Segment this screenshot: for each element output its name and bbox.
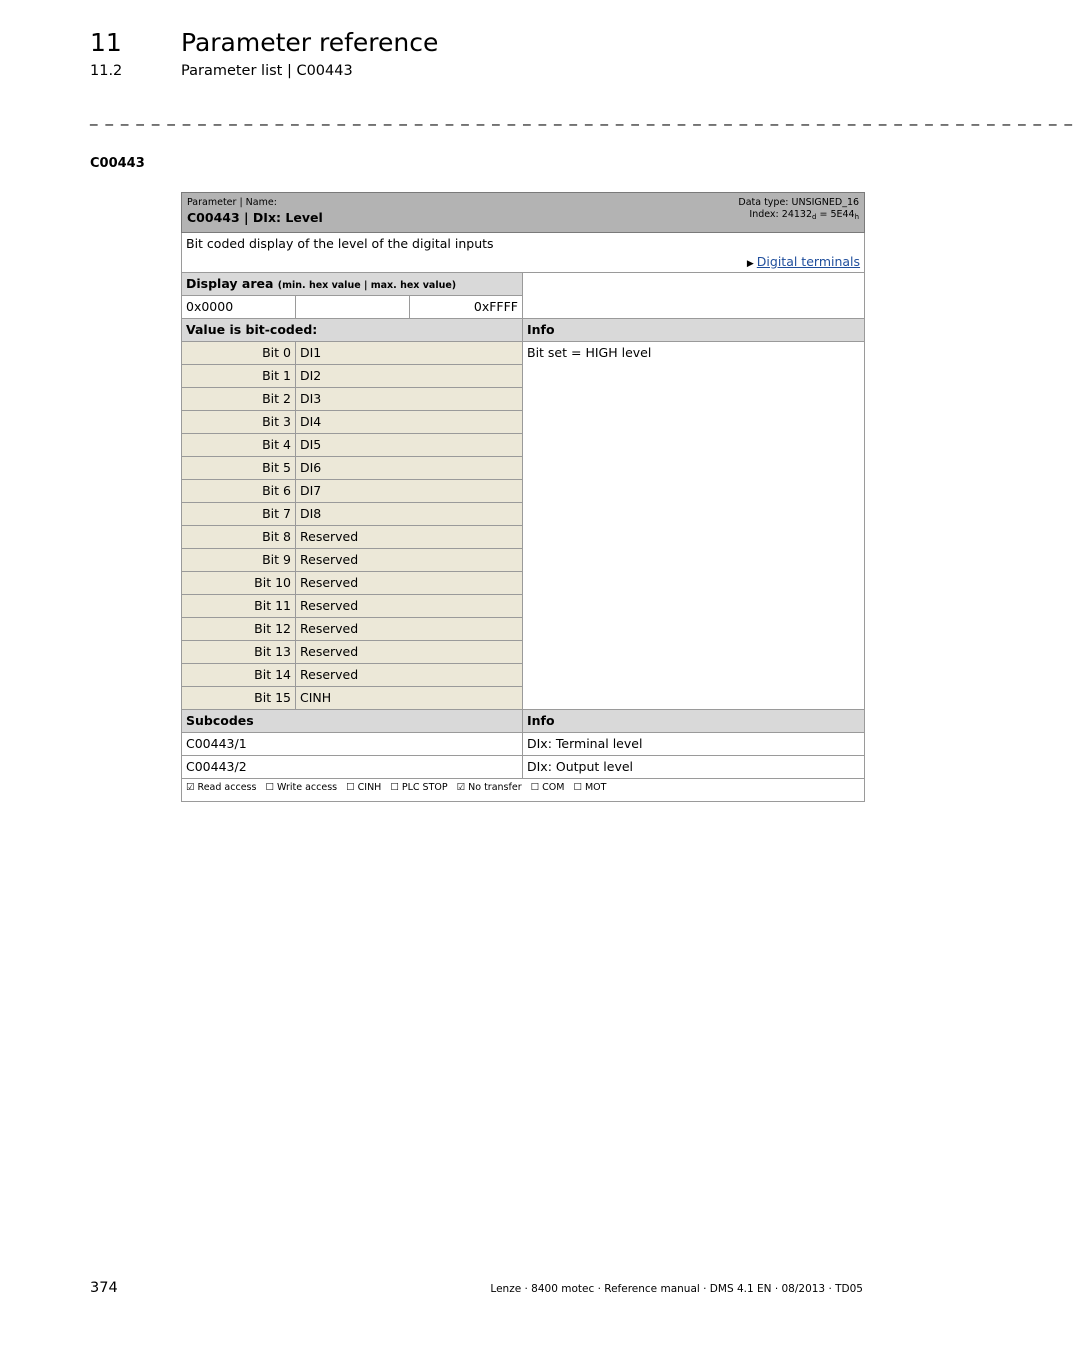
bit-number: Bit 15	[182, 687, 296, 710]
bit-number: Bit 10	[182, 572, 296, 595]
bit-number: Bit 12	[182, 618, 296, 641]
attr-plc-stop: ☐ PLC STOP	[390, 782, 448, 793]
bit-value: DI6	[296, 457, 523, 480]
attributes-row	[182, 779, 865, 802]
bit-number: Bit 11	[182, 595, 296, 618]
bit-number: Bit 6	[182, 480, 296, 503]
info-label: Info	[523, 319, 865, 342]
bit-number: Bit 13	[182, 641, 296, 664]
attr-cinh: ☐ CINH	[346, 782, 382, 793]
index-middle: = 5E44	[816, 209, 855, 220]
bitcoded-label: Value is bit-coded:	[182, 319, 523, 342]
bit-number: Bit 2	[182, 388, 296, 411]
table-header-cell	[182, 193, 865, 233]
bit-value: Reserved	[296, 549, 523, 572]
attributes-cell	[182, 779, 865, 802]
subcodes-info-label: Info	[523, 710, 865, 733]
index-sub-d: d	[812, 213, 817, 221]
subcode-code: C00443/1	[182, 733, 523, 756]
link-row	[186, 254, 860, 269]
index-sub-h: h	[854, 213, 860, 221]
table-row	[182, 342, 865, 365]
bit-number: Bit 8	[182, 526, 296, 549]
attr-read-access: ☑ Read access	[186, 782, 257, 793]
attr-mot: ☐ MOT	[573, 782, 607, 793]
bit-value: DI7	[296, 480, 523, 503]
bit-number: Bit 7	[182, 503, 296, 526]
footer-text: Lenze · 8400 motec · Reference manual · DMS 4.1 EN · 08/2013 · TD05	[490, 1283, 863, 1295]
bit-number: Bit 5	[182, 457, 296, 480]
attr-com: ☐ COM	[530, 782, 565, 793]
section-number: 11.2	[90, 63, 123, 79]
empty-value-cell	[296, 296, 410, 319]
description-text: Bit coded display of the level of the digital inputs	[186, 236, 494, 251]
description-row	[182, 233, 865, 273]
display-area-header	[182, 273, 523, 296]
header-label: Parameter | Name:	[187, 197, 277, 208]
bit-value: DI2	[296, 365, 523, 388]
display-area-hint: (min. hex value | max. hex value)	[277, 280, 457, 291]
data-type-block	[738, 197, 859, 223]
max-value: 0xFFFF	[410, 296, 523, 319]
description-cell	[182, 233, 865, 273]
bit-number: Bit 1	[182, 365, 296, 388]
subcodes-header-row	[182, 710, 865, 733]
bit-number: Bit 14	[182, 664, 296, 687]
bit-value: DI4	[296, 411, 523, 434]
digital-terminals-link[interactable]: Digital terminals	[756, 254, 861, 269]
bit-value: DI3	[296, 388, 523, 411]
bit-number: Bit 0	[182, 342, 296, 365]
subcode-row	[182, 733, 865, 756]
bit-value: DI8	[296, 503, 523, 526]
min-value: 0x0000	[182, 296, 296, 319]
bit-value: Reserved	[296, 618, 523, 641]
parameter-table	[181, 192, 865, 802]
triangle-right-icon: ▶	[746, 259, 754, 269]
display-area-label: Display area	[186, 276, 274, 291]
bit-value: Reserved	[296, 526, 523, 549]
attr-write-access: ☐ Write access	[265, 782, 338, 793]
bit-value: Reserved	[296, 572, 523, 595]
bit-number: Bit 9	[182, 549, 296, 572]
bitcoded-header-row	[182, 319, 865, 342]
bit-number: Bit 4	[182, 434, 296, 457]
bit-info: Bit set = HIGH level	[523, 342, 865, 710]
bit-value: Reserved	[296, 664, 523, 687]
table-header-row	[182, 193, 865, 233]
data-type: Data type: UNSIGNED_16	[738, 197, 860, 208]
separator-line: _ _ _ _ _ _ _ _ _ _ _ _ _ _ _ _ _ _ _ _ _ _ _ _ _ _ _ _ _ _ _ _ _ _ _ _ _ _ _ _ _ _ _ _ _ _ _ _ _ _ _ _ _ _ _ _ _ _ _ _ _ _ _ _	[90, 108, 1074, 126]
page-number: 374	[90, 1280, 118, 1296]
bit-value: CINH	[296, 687, 523, 710]
subcodes-label: Subcodes	[182, 710, 523, 733]
section-title: Parameter list | C00443	[181, 63, 353, 79]
chapter-title: Parameter reference	[181, 28, 439, 57]
bit-value: Reserved	[296, 641, 523, 664]
parameter-name: C00443 | DIx: Level	[187, 210, 323, 225]
subcode-info: DIx: Terminal level	[523, 733, 865, 756]
index-prefix: Index: 24132	[749, 209, 813, 220]
display-area-blank	[523, 273, 865, 319]
subcode-info: DIx: Output level	[523, 756, 865, 779]
bit-value: DI1	[296, 342, 523, 365]
attr-no-transfer: ☑ No transfer	[456, 782, 522, 793]
parameter-code-heading: C00443	[90, 156, 145, 171]
subcode-code: C00443/2	[182, 756, 523, 779]
display-area-row	[182, 273, 865, 296]
index-value	[738, 209, 859, 223]
chapter-number: 11	[90, 28, 122, 57]
bit-number: Bit 3	[182, 411, 296, 434]
bit-value: Reserved	[296, 595, 523, 618]
bit-value: DI5	[296, 434, 523, 457]
subcode-row	[182, 756, 865, 779]
